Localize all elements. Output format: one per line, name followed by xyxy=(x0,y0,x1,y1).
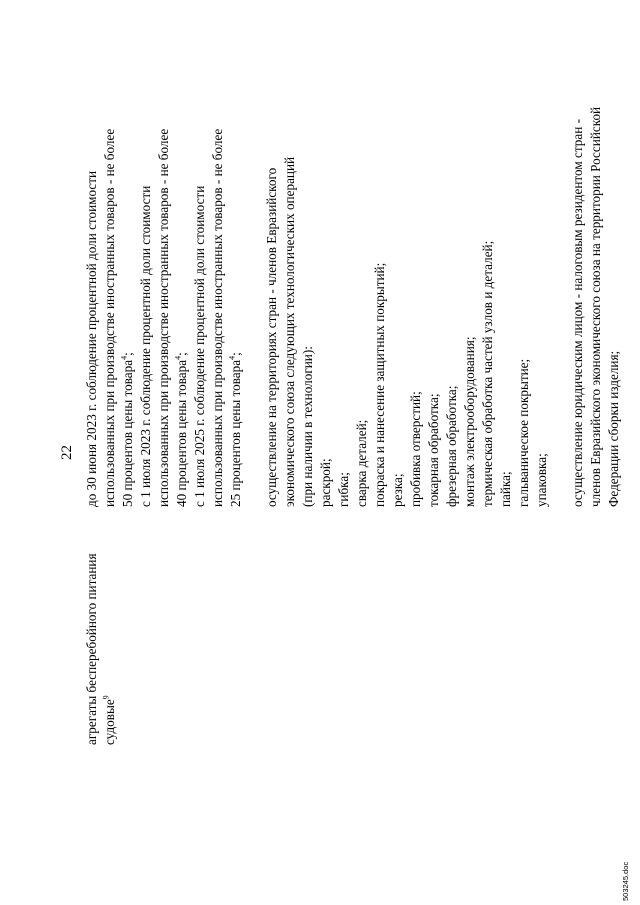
share-requirement-line xyxy=(227,47,245,507)
technological-operations xyxy=(263,47,551,507)
share-requirement-line xyxy=(191,47,209,507)
footnote-marker: 4 xyxy=(119,355,129,360)
operation-line xyxy=(281,47,299,507)
assembly-line xyxy=(605,47,623,507)
share-requirement-line-text: использованных при производстве иностранных товаров - не более xyxy=(156,128,171,507)
assembly-line-text: осуществление юридическим лицом - налоговым резидентом стран - xyxy=(570,119,585,507)
share-requirement-line-text: использованных при производстве иностранных товаров - не более xyxy=(210,128,225,507)
operation-line xyxy=(533,47,551,507)
share-requirement-line xyxy=(119,47,137,507)
assembly-line xyxy=(587,47,605,507)
operation-line-text: гальваническое покрытие; xyxy=(516,358,531,507)
assembly-requirement xyxy=(569,47,623,507)
punctuation: ; xyxy=(120,352,135,356)
operation-line-text: монтаж электрооборудования; xyxy=(462,336,477,507)
operation-line-text: пайка; xyxy=(498,471,513,507)
operation-line xyxy=(443,47,461,507)
operation-line xyxy=(317,47,335,507)
footnote-marker: 4 xyxy=(227,355,237,360)
operation-line xyxy=(425,47,443,507)
share-requirement-line xyxy=(101,47,119,507)
footnote-marker: 9 xyxy=(101,695,111,700)
operation-line xyxy=(353,47,371,507)
punctuation: ; xyxy=(228,352,243,356)
operation-line xyxy=(263,47,281,507)
assembly-line xyxy=(569,47,587,507)
operation-line-text: экономического союза следующих технологических операций xyxy=(282,156,297,507)
footnote-marker: 4 xyxy=(173,355,183,360)
operation-line xyxy=(497,47,515,507)
operation-line xyxy=(407,47,425,507)
operation-line-text: упаковка; xyxy=(534,453,549,507)
operation-line xyxy=(515,47,533,507)
operation-line xyxy=(389,47,407,507)
operation-line-text: резка; xyxy=(390,473,405,507)
paragraph-gap xyxy=(551,47,569,507)
share-requirement-line-text: использованных при производстве иностранных товаров - не более xyxy=(102,128,117,507)
share-requirement-line xyxy=(155,47,173,507)
product-name-line: агрегаты бесперебойного питания xyxy=(84,553,99,745)
product-name-column xyxy=(83,475,119,745)
share-requirement-line-text: до 30 июня 2023 г. соблюдение процентной доли стоимости xyxy=(84,170,99,507)
share-requirement-line-text: с 1 июля 2023 г. соблюдение процентной доли стоимости xyxy=(138,185,153,507)
share-requirement-line xyxy=(209,47,227,507)
operation-line xyxy=(479,47,497,507)
share-requirement-line-text: с 1 июля 2025 г. соблюдение процентной доли стоимости xyxy=(192,185,207,507)
operation-line-text: покраска и нанесение защитных покрытий; xyxy=(372,262,387,507)
share-requirement-line xyxy=(173,47,191,507)
foreign-share-requirements xyxy=(83,47,245,507)
operation-line-text: термическая обработка частей узлов и деталей; xyxy=(480,240,495,507)
operation-line-text: раскрой; xyxy=(318,458,333,507)
document-file-id: 503245.doc xyxy=(621,861,630,901)
operation-line-text: гибка; xyxy=(336,472,351,507)
operation-line xyxy=(461,47,479,507)
requirements-column xyxy=(83,47,623,507)
product-name-last-line xyxy=(101,475,119,745)
assembly-line-text: членов Евразийского экономического союза на территории Российской xyxy=(588,106,603,507)
share-requirement-line-text: 25 процентов цены товара xyxy=(228,359,243,507)
operation-line-text: сварка деталей; xyxy=(354,419,369,507)
operation-line-text: осуществление на территориях стран - членов Евразийского xyxy=(264,167,279,507)
product-name-text: судовые xyxy=(102,699,117,745)
assembly-line-text: Федерации сборки изделия; xyxy=(606,350,621,507)
operation-line-text: пробивка отверстий; xyxy=(408,391,423,507)
page-number: 22 xyxy=(59,445,75,460)
operation-line-text: токарная обработка; xyxy=(426,393,441,507)
share-requirement-line-text: 50 процентов цены товара xyxy=(120,359,135,507)
punctuation: ; xyxy=(174,352,189,356)
paragraph-gap xyxy=(245,47,263,507)
operation-line-text: фрезерная обработка; xyxy=(444,385,459,507)
operation-line xyxy=(335,47,353,507)
operation-line-text: (при наличии в технологии): xyxy=(300,346,315,507)
share-requirement-line-text: 40 процентов цены товара xyxy=(174,359,189,507)
share-requirement-line xyxy=(83,47,101,507)
share-requirement-line xyxy=(137,47,155,507)
operation-line xyxy=(299,47,317,507)
operation-line xyxy=(371,47,389,507)
